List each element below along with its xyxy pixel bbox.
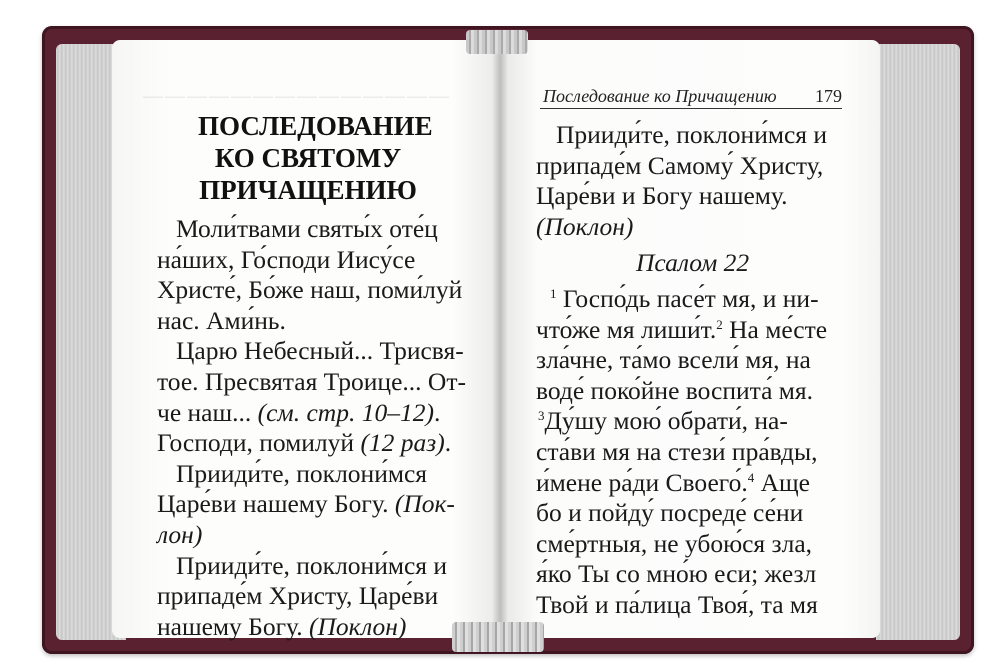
psalm-title: Псалом 22: [636, 248, 750, 277]
line-text-continued: На ме́сте: [722, 314, 828, 344]
line-text: сме́ртныя, не убою́ся зла,: [536, 528, 813, 558]
italic-note: лон): [157, 520, 203, 549]
line-text: Христе́, Бо́же наш, поми́луй: [157, 275, 463, 305]
psalm-text-line-1: [550, 284, 819, 315]
italic-note: (12 раз): [360, 428, 445, 458]
right-top-text-line-1: [556, 120, 827, 151]
left-text-line-5: [176, 336, 464, 367]
line-text: Твой и па́лица Твоя́, та мя: [536, 590, 818, 619]
line-text: припаде́м Христу, Царе́ви: [157, 581, 439, 611]
line-text: бо и пойду́ посреде́ се́ни: [536, 498, 804, 528]
psalm-text-line-10: [536, 559, 816, 590]
psalm-text-line-7: [536, 468, 810, 499]
line-text: Прииди́те, поклони́мся: [176, 458, 428, 488]
line-text: воде́ поко́йне воспита́ мя.: [536, 375, 814, 405]
ribbon-bookmark-bottom: [452, 622, 544, 652]
line-text: Моли́твами святы́х оте́ц: [176, 214, 438, 243]
line-text: Царю Небесный... Трисвя-: [176, 336, 464, 366]
line-text: Прииди́те, поклони́мся и: [556, 120, 828, 149]
line-punctuation: .: [444, 428, 452, 458]
italic-note: (Пок-: [394, 489, 455, 519]
running-header-title: Последование ко Причащению: [543, 86, 777, 106]
psalm-text-line-4: [536, 376, 813, 407]
psalm-text-line-2: [536, 315, 827, 346]
line-punctuation: .: [433, 397, 441, 427]
psalm-text-line-8: [536, 498, 803, 529]
left-text-line-1: [176, 214, 438, 245]
running-header: [543, 86, 777, 107]
verse-number: 2: [716, 316, 723, 332]
line-text: на́ших, Го́споди Иису́се: [157, 244, 416, 274]
left-text-line-2: [157, 245, 415, 276]
right-top-text-line-3: [536, 181, 788, 212]
header-rule: [540, 108, 842, 109]
line-text: нашему Богу.: [157, 611, 303, 641]
line-text: Госпо́дь пасе́т мя, и ни-: [556, 284, 819, 313]
right-top-text-line-2: [536, 151, 823, 182]
psalm-text-line-3: [536, 345, 811, 376]
line-text: Прииди́те, поклони́мся и: [176, 550, 448, 580]
line-text: ста́ви мя на стези́ пра́вды,: [536, 437, 818, 466]
line-text: Царе́ви и Богу нашему.: [536, 181, 788, 211]
line-text: зла́чне, та́мо всели́ мя, на: [536, 345, 811, 375]
line-text-continued: Аще: [754, 467, 810, 497]
line-text: Царе́ви нашему Богу.: [157, 489, 389, 519]
left-title-line-1: ПОСЛЕДОВАНИЕ: [198, 111, 433, 141]
left-text-line-3: [157, 275, 462, 306]
ribbon-bookmark-top: [466, 30, 528, 54]
page-edges-right: [876, 44, 960, 640]
psalm-text-line-11: [536, 590, 818, 621]
left-text-line-9: [176, 459, 427, 490]
verse-number: 1: [550, 286, 557, 301]
line-text: Господи, помилуй: [157, 428, 355, 458]
psalm-text-line-6: [536, 437, 818, 468]
left-text-line-12: [176, 551, 447, 582]
right-top-text-line-4: [536, 212, 633, 243]
page-number: 179: [815, 86, 842, 106]
left-text-line-11: [157, 520, 202, 551]
left-text-line-13: [157, 581, 438, 612]
left-title-line-2: КО СВЯТОМУ: [214, 143, 402, 173]
line-text: что́же мя лиши́т.: [536, 314, 717, 344]
verse-number: 3: [538, 408, 545, 424]
left-text-line-4: [157, 306, 286, 337]
left-text-line-10: [157, 489, 455, 520]
left-text-line-7: [157, 398, 440, 429]
psalm-text-line-9: [536, 529, 812, 560]
line-text: че наш...: [157, 397, 252, 427]
verse-number: 4: [747, 469, 755, 485]
book-gutter: [492, 40, 508, 638]
line-text: Ду́шу мою́ обрати́, на-: [544, 406, 788, 436]
left-text-line-6: [157, 367, 466, 398]
line-text: припаде́м Самому́ Христу,: [536, 150, 824, 180]
line-text: нас. Ами́нь.: [157, 305, 286, 335]
left-text-line-14: [157, 612, 406, 643]
left-text-line-8: [157, 428, 451, 459]
left-title-line-3: ПРИЧАЩЕНИЮ: [199, 175, 417, 205]
line-text: тое. Пресвятая Троице... От-: [157, 367, 466, 396]
bleed-through-text: ——————————————: [142, 84, 450, 109]
italic-note: (Поклон): [536, 211, 634, 241]
psalm-text-line-5: [538, 406, 788, 437]
italic-note: (см. стр. 10–12): [257, 397, 434, 427]
line-text: и́мене ра́ди Своего́.: [536, 467, 748, 497]
italic-note: (Поклон): [308, 611, 407, 641]
line-text: я́ко Ты со мно́ю еси; жезл: [536, 559, 817, 589]
